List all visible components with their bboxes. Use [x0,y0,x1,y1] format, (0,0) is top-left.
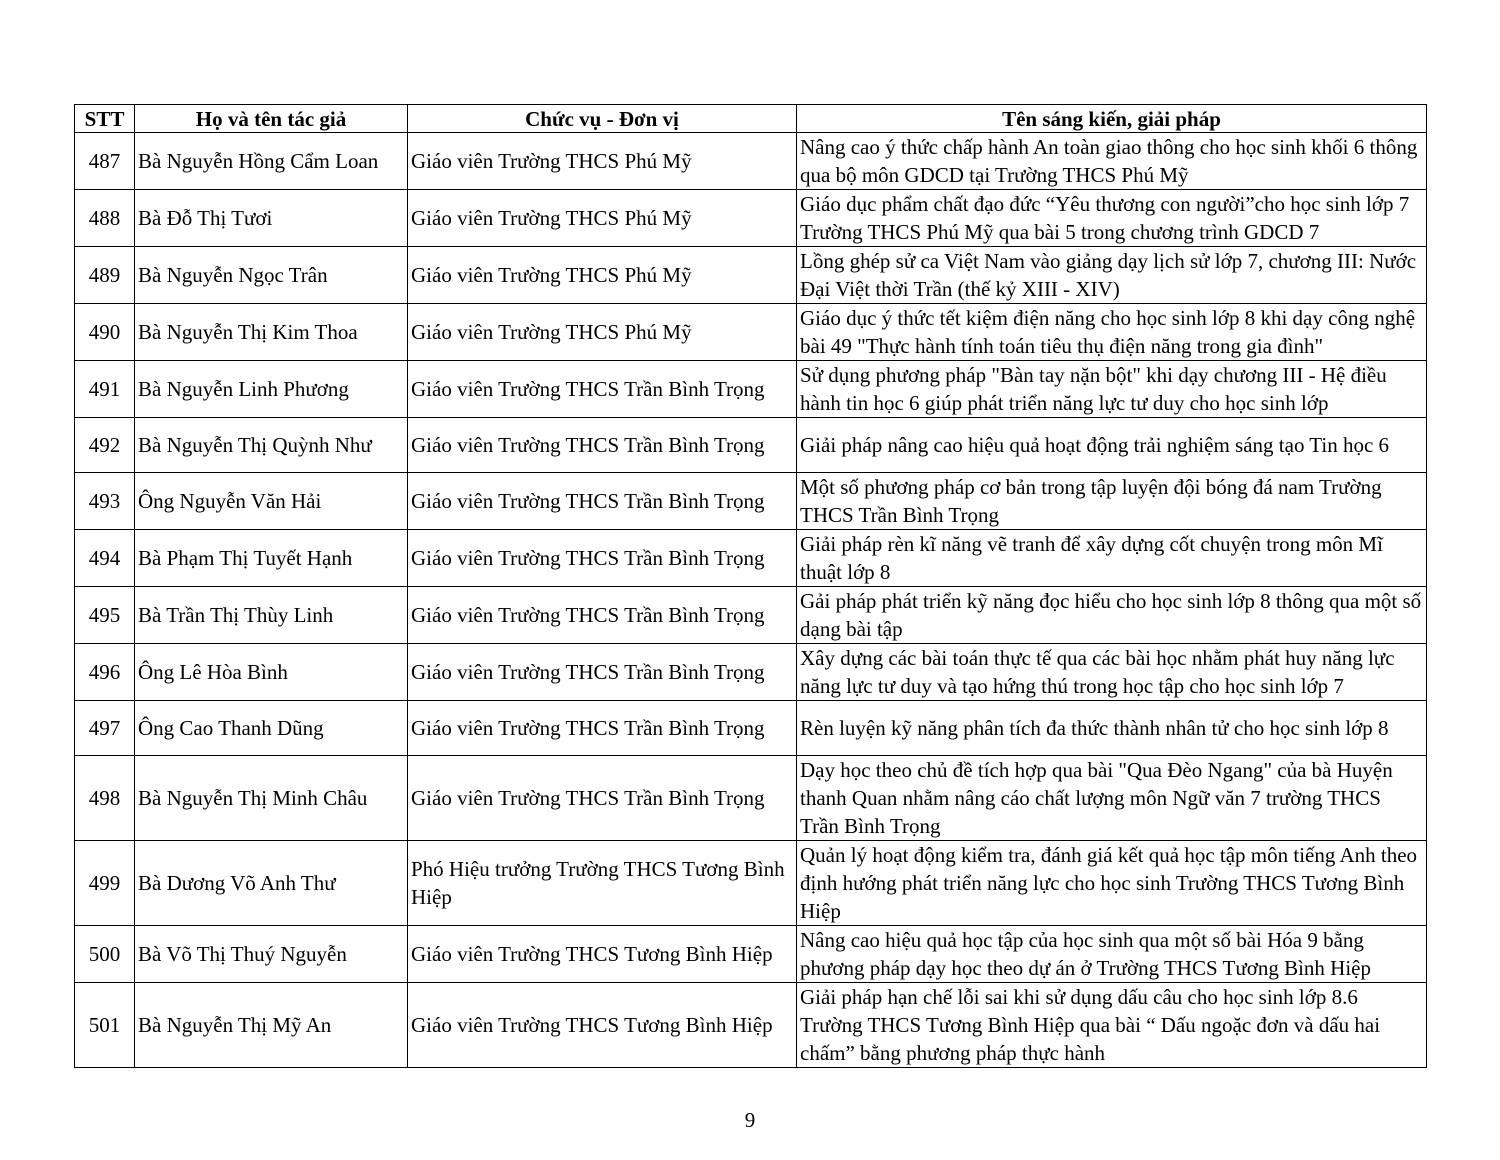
page-number: 9 [744,1108,756,1132]
row-initiative-title: Xây dựng các bài toán thực tế qua các bài học nhằm phát huy năng lực năng lực tư duy và tạo hứng thú trong học tập cho học sinh lớp 7 [797,644,1427,701]
row-position-unit: Giáo viên Trường THCS Phú Mỹ [408,247,797,304]
row-author-name: Ông Cao Thanh Dũng [135,701,408,756]
table-row [75,701,1427,756]
row-author-name: Ông Lê Hòa Bình [135,644,408,701]
row-initiative-title: Quản lý hoạt động kiểm tra, đánh giá kết quả học tập môn tiếng Anh theo định hướng phát triển năng lực cho học sinh Trường THCS Tương Bình Hiệp [797,841,1427,926]
row-stt: 493 [75,473,135,530]
header-stt: STT [75,105,135,133]
table-row [75,473,1427,530]
table-row [75,587,1427,644]
row-author-name: Bà Trần Thị Thùy Linh [135,587,408,644]
row-initiative-title: Giải pháp rèn kĩ năng vẽ tranh để xây dựng cốt chuyện trong môn Mĩ thuật lớp 8 [797,530,1427,587]
row-initiative-title: Rèn luyện kỹ năng phân tích đa thức thành nhân tử cho học sinh lớp 8 [797,701,1427,756]
header-position-unit: Chức vụ - Đơn vị [408,105,797,133]
table-row [75,133,1427,190]
row-initiative-title: Một số phương pháp cơ bản trong tập luyện đội bóng đá nam Trường THCS Trần Bình Trọng [797,473,1427,530]
row-stt: 494 [75,530,135,587]
row-stt: 492 [75,418,135,473]
row-stt: 495 [75,587,135,644]
table-body [75,133,1427,1068]
table-row [75,756,1427,841]
table-row [75,418,1427,473]
row-initiative-title: Nâng cao hiệu quả học tập của học sinh qua một số bài Hóa 9 bằng phương pháp dạy học theo dự án ở Trường THCS Tương Bình Hiệp [797,926,1427,983]
row-initiative-title: Giải pháp hạn chế lỗi sai khi sử dụng dấu câu cho học sinh lớp 8.6 Trường THCS Tương Bình Hiệp qua bài “ Dấu ngoặc đơn và dấu hai chấm” bằng phương pháp thực hành [797,983,1427,1068]
table-row [75,304,1427,361]
row-position-unit: Giáo viên Trường THCS Phú Mỹ [408,133,797,190]
row-position-unit: Giáo viên Trường THCS Trần Bình Trọng [408,418,797,473]
row-stt: 501 [75,983,135,1068]
row-initiative-title: Sử dụng phương pháp "Bàn tay nặn bột" khi dạy chương III - Hệ điều hành tin học 6 giúp phát triển năng lực tư duy cho học sinh lớp [797,361,1427,418]
row-stt: 498 [75,756,135,841]
row-author-name: Bà Dương Võ Anh Thư [135,841,408,926]
row-stt: 487 [75,133,135,190]
header-author-name: Họ và tên tác giả [135,105,408,133]
row-stt: 497 [75,701,135,756]
row-stt: 499 [75,841,135,926]
row-author-name: Bà Phạm Thị Tuyết Hạnh [135,530,408,587]
row-author-name: Bà Nguyễn Ngọc Trân [135,247,408,304]
row-position-unit: Giáo viên Trường THCS Trần Bình Trọng [408,587,797,644]
row-position-unit: Giáo viên Trường THCS Trần Bình Trọng [408,701,797,756]
row-author-name: Bà Võ Thị Thuý Nguyễn [135,926,408,983]
row-position-unit: Giáo viên Trường THCS Tương Bình Hiệp [408,983,797,1068]
row-position-unit: Giáo viên Trường THCS Trần Bình Trọng [408,361,797,418]
table-row [75,841,1427,926]
row-stt: 496 [75,644,135,701]
header-row [75,105,1427,133]
row-author-name: Bà Nguyễn Thị Mỹ An [135,983,408,1068]
row-position-unit: Giáo viên Trường THCS Phú Mỹ [408,304,797,361]
row-stt: 491 [75,361,135,418]
row-initiative-title: Nâng cao ý thức chấp hành An toàn giao thông cho học sinh khối 6 thông qua bộ môn GDCD tại Trường THCS Phú Mỹ [797,133,1427,190]
row-author-name: Bà Đỗ Thị Tươi [135,190,408,247]
table-row [75,530,1427,587]
table-row [75,361,1427,418]
row-initiative-title: Dạy học theo chủ đề tích hợp qua bài "Qua Đèo Ngang" của bà Huyện thanh Quan nhằm nâng cáo chất lượng môn Ngữ văn 7 trường THCS Trần Bình Trọng [797,756,1427,841]
table-row [75,247,1427,304]
table-row [75,983,1427,1068]
row-initiative-title: Giáo dục phẩm chất đạo đức “Yêu thương con người”cho học sinh lớp 7 Trường THCS Phú Mỹ qua bài 5 trong chương trình GDCD 7 [797,190,1427,247]
table-row [75,926,1427,983]
row-author-name: Bà Nguyễn Thị Quỳnh Như [135,418,408,473]
row-initiative-title: Giải pháp nâng cao hiệu quả hoạt động trải nghiệm sáng tạo Tin học 6 [797,418,1427,473]
row-stt: 489 [75,247,135,304]
row-initiative-title: Lồng ghép sử ca Việt Nam vào giảng dạy lịch sử lớp 7, chương III: Nước Đại Việt thời Trần (thế kỷ XIII - XIV) [797,247,1427,304]
row-initiative-title: Gải pháp phát triển kỹ năng đọc hiểu cho học sinh lớp 8 thông qua một số dạng bài tập [797,587,1427,644]
row-stt: 488 [75,190,135,247]
table-row [75,644,1427,701]
row-position-unit: Giáo viên Trường THCS Trần Bình Trọng [408,530,797,587]
row-initiative-title: Giáo dục ý thức tết kiệm điện năng cho học sinh lớp 8 khi dạy công nghệ bài 49 "Thực hành tính toán tiêu thụ điện năng trong gia đình" [797,304,1427,361]
row-author-name: Bà Nguyễn Thị Kim Thoa [135,304,408,361]
row-author-name: Bà Nguyễn Hồng Cẩm Loan [135,133,408,190]
row-author-name: Bà Nguyễn Thị Minh Châu [135,756,408,841]
row-position-unit: Giáo viên Trường THCS Trần Bình Trọng [408,473,797,530]
row-author-name: Ông Nguyễn Văn Hải [135,473,408,530]
row-stt: 490 [75,304,135,361]
row-position-unit: Phó Hiệu trưởng Trường THCS Tương Bình Hiệp [408,841,797,926]
awards-table [74,104,1427,1068]
row-stt: 500 [75,926,135,983]
row-position-unit: Giáo viên Trường THCS Trần Bình Trọng [408,644,797,701]
row-position-unit: Giáo viên Trường THCS Tương Bình Hiệp [408,926,797,983]
row-position-unit: Giáo viên Trường THCS Phú Mỹ [408,190,797,247]
table-row [75,190,1427,247]
row-position-unit: Giáo viên Trường THCS Trần Bình Trọng [408,756,797,841]
row-author-name: Bà Nguyễn Linh Phương [135,361,408,418]
header-initiative-title: Tên sáng kiến, giải pháp [797,105,1427,133]
